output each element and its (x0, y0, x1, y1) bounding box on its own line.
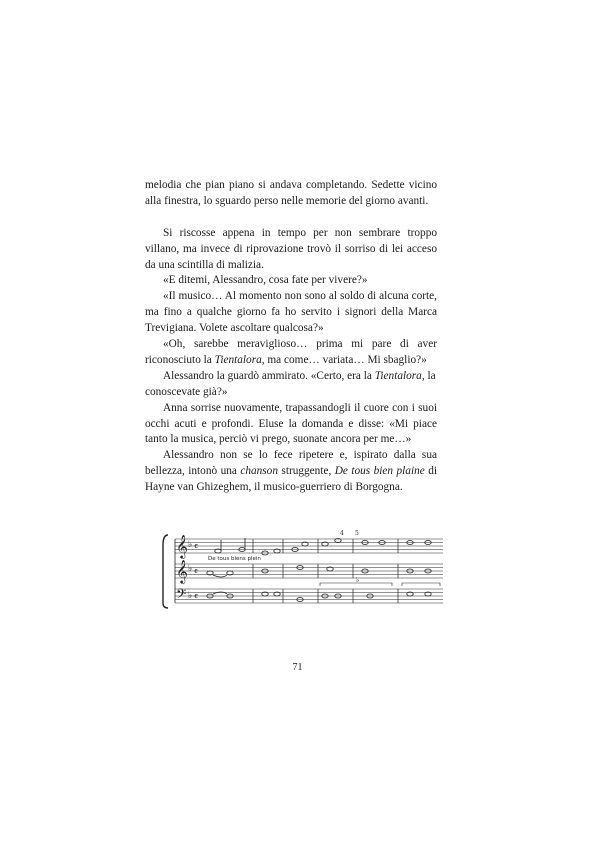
notes (207, 538, 431, 602)
time-signature-icon: 𝄴 (194, 542, 199, 553)
treble-clef-icon: 𝄞 (176, 559, 188, 583)
page-number: 71 (292, 662, 303, 673)
paragraph: Alessandro la guardò ammirato. «Certo, era la Tientalora, la conoscevate già?» (145, 369, 436, 398)
fingering-mark: 4 (340, 530, 344, 537)
flat-icon: ♭ (188, 564, 193, 574)
song-title: Tientalora (214, 353, 262, 366)
paragraph: Anna sorrise nuovamente, trapassandogli il cuore con i suoi occhi acuti e profondi. Eluse la domanda e disse: «Mi piace tanto la musica, perciò vi prego, suonate ancora per me…» (145, 401, 437, 446)
paragraph: «E ditemi, Alessandro, cosa fate per vivere?» (163, 274, 368, 287)
flat-icon: ♭ (188, 540, 193, 550)
clefs (176, 534, 188, 605)
paragraph: melodia che pian piano si andava completando. Sedette vicino alla finestra, lo sguardo perso nelle memorie del giorno avanti. (145, 179, 437, 207)
paragraph: «Oh, sarebbe meraviglioso… prima mi pare di aver riconosciuto la Tientalora, ma come… variata… Mi sbaglio?» (145, 338, 437, 366)
flat-icon: ♭ (188, 591, 193, 601)
paragraph: Si riscosse appena in tempo per non sembrare troppo villano, ma invece di riprovazione trovò il sorriso di lei acceso da una scintilla di malizia. (145, 226, 437, 271)
music-score (160, 525, 450, 610)
treble-clef-icon: 𝄞 (176, 534, 188, 558)
song-title: De tous bien plaine (334, 465, 425, 478)
system-brace (163, 535, 168, 608)
paragraph: «Il musico… Al momento non sono al soldo di alcuna corte, ma fino a qualche giorno fa ho servito i signori della Marca Trevigiana. Volete ascoltare qualcosa?» (145, 290, 437, 335)
paragraph: Alessandro non se lo fece ripetere e, ispirato dalla sua bellezza, intonò una chanson struggente, De tous bien plaine di Hayne van Ghizeghem, il musico-guerriero di Borgogna. (145, 449, 437, 494)
lyric-text: De tous biens plein (208, 556, 261, 562)
fingering-mark: 5 (355, 530, 359, 537)
key-and-time (188, 540, 198, 603)
time-signature-icon: 𝄴 (194, 567, 199, 578)
ligature-brackets (320, 583, 440, 586)
genre-term: chanson (240, 465, 278, 478)
song-title: Tientalora (374, 369, 422, 382)
body-text (145, 178, 437, 496)
flat-annotation: ♭ (356, 576, 360, 584)
time-signature-icon: 𝄴 (194, 592, 199, 603)
bass-clef-icon: 𝄢 (176, 586, 187, 605)
